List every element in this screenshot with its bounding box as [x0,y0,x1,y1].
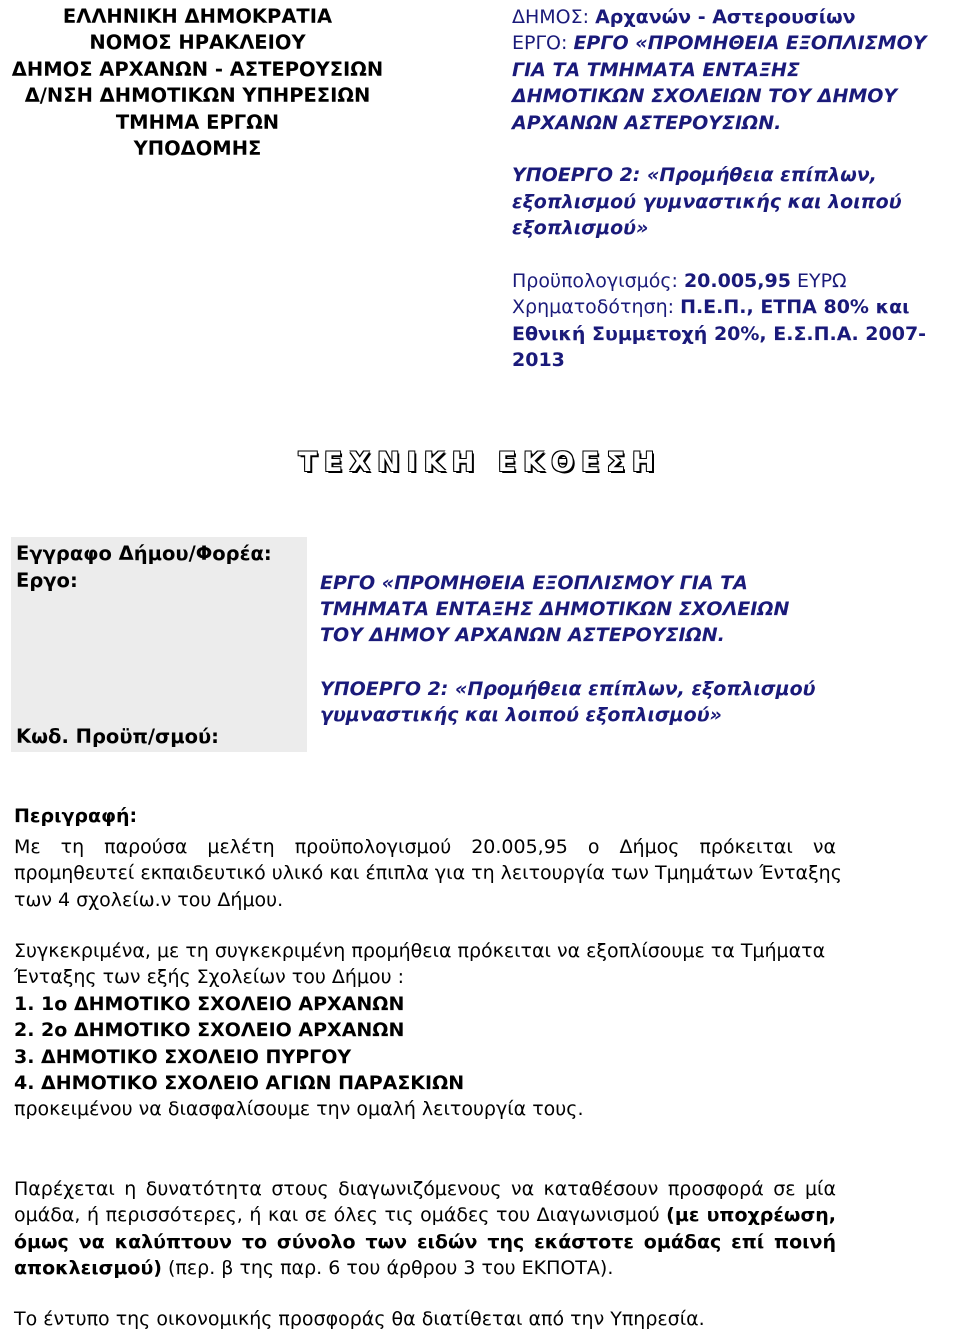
project-field-label: Εργο: [16,569,78,592]
paragraph-3-line-4 [14,1255,836,1281]
subproject-field-line-1: ΥΠΟΕΡΓΟ 2: «Προμήθεια επίπλων, εξοπλισμού [320,678,816,700]
project-title-3: ΔΗΜΟΤΙΚΩΝ ΣΧΟΛΕΙΩΝ ΤΟΥ ΔΗΜΟΥ [512,85,898,108]
paragraph-2-line-2: Ένταξης των εξής Σχολείων του Δήμου : [14,966,405,989]
authority-line-3: ΔΗΜΟΣ ΑΡΧΑΝΩΝ - ΑΣΤΕΡΟΥΣΙΩΝ [11,57,384,81]
funding-value-1: Π.Ε.Π., ΕΤΠΑ 80% και [680,296,910,319]
subproject-field-line-2: γυμναστικής και λοιπού εξοπλισμού» [320,704,722,726]
project-line-1 [512,30,952,56]
paragraph-3-line-4-normal: (περ. β της παρ. 6 του άρθρου 3 του ΕΚΠΟΤΑ). [161,1257,614,1280]
budget-currency: ΕΥΡΩ [796,270,847,293]
paragraph-1-line-3: των 4 σχολείω.ν του Δήμου. [14,888,284,911]
project-header [512,4,952,374]
authority-line-4: Δ/ΝΣΗ ΔΗΜΟΤΙΚΩΝ ΥΠΗΡΕΣΙΩΝ [24,84,371,108]
project-field-value [320,570,789,648]
school-item-2: 2. 2ο ΔΗΜΟΤΙΚΟ ΣΧΟΛΕΙΟ ΑΡΧΑΝΩΝ [14,1019,405,1042]
project-title-1: ΕΡΓΟ «ΠΡΟΜΗΘΕΙΑ ΕΞΟΠΛΙΣΜΟΥ [573,32,927,55]
school-item-4: 4. ΔΗΜΟΤΙΚΟ ΣΧΟΛΕΙΟ ΑΓΙΩΝ ΠΑΡΑΣΚΙΩΝ [14,1072,465,1095]
description-heading: Περιγραφή: [14,805,138,827]
project-field-line-2: ΤΜΗΜΑΤΑ ΕΝΤΑΞΗΣ ΔΗΜΟΤΙΚΩΝ ΣΧΟΛΕΙΩΝ [320,598,790,620]
description-paragraph-2 [14,938,825,1123]
project-field-line-1: ΕΡΓΟ «ΠΡΟΜΗΘΕΙΑ ΕΞΟΠΛΙΣΜΟΥ ΓΙΑ ΤΑ [320,572,748,594]
description-paragraph-3 [14,1176,836,1282]
document-title: ΤΕΧΝΙΚΗ ΕΚΘΕΣΗ [298,447,662,478]
municipality-value: Αρχανών - Αστερουσίων [595,6,856,28]
funding-line-1 [512,294,952,320]
funding-value-2: Εθνική Συμμετοχή 20%, Ε.Σ.Π.Α. 2007- [512,322,927,345]
paragraph-3-line-1: Παρέχεται η δυνατότητα στους διαγωνιζόμενους να καταθέσουν προσφορά σε μία [14,1178,836,1200]
budget-code-label: Κωδ. Προϋπ/σμού: [16,725,219,748]
paragraph-3-line-2 [14,1202,836,1228]
subproject-title-1: ΥΠΟΕΡΓΟ 2: «Προμήθεια επίπλων, [512,164,877,187]
paragraph-3-line-2-normal: ομάδα, ή περισσότερες, ή και σε όλες τις ομάδες του Διαγωνισμού [14,1204,660,1227]
subproject-field-value [320,676,815,728]
school-item-3: 3. ΔΗΜΟΤΙΚΟ ΣΧΟΛΕΙΟ ΠΥΡΓΟΥ [14,1045,352,1068]
funding-value-3: 2013 [512,349,565,372]
project-field-line-3: ΤΟΥ ΔΗΜΟΥ ΑΡΧΑΝΩΝ ΑΣΤΕΡΟΥΣΙΩΝ. [320,624,725,646]
authority-header [10,4,385,162]
subproject-title-2: εξοπλισμού γυμναστικής και λοιπού [512,190,902,213]
authority-line-5: ΤΜΗΜΑ ΕΡΓΩΝ [115,110,280,134]
paragraph-1-line-1: Με τη παρούσα μελέτη προϋπολογισμού 20.005,95 ο Δήμος πρόκειται να [14,836,836,858]
description-paragraph-4: Το έντυπο της οικονομικής προσφοράς θα διατίθεται από την Υπηρεσία. [14,1308,705,1330]
authority-line-1: ΕΛΛΗΝΙΚΗ ΔΗΜΟΚΡΑΤΙΑ [62,5,333,28]
project-title-2: ΓΙΑ ΤΑ ΤΜΗΜΑΤΑ ΕΝΤΑΞΗΣ [512,58,800,81]
budget-label: Προϋπολογισμός: [512,270,678,293]
paragraph-2-line-1: Συγκεκριμένα, με τη συγκεκριμένη προμήθεια πρόκειται να εξοπλίσουμε τα Τμήματα [14,940,826,962]
budget-line [512,268,952,294]
paragraph-3-line-2-bold: (με υποχρέωση, [666,1204,836,1227]
info-label-box [11,537,307,752]
project-title-4: ΑΡΧΑΝΩΝ ΑΣΤΕΡΟΥΣΙΩΝ. [512,111,782,134]
paragraph-1-line-2: προμηθευτεί εκπαιδευτικό υλικό και έπιπλα για τη λειτουργία των Τμημάτων Ένταξης [14,862,842,885]
authority-line-6: ΥΠΟΔΟΜΗΣ [133,137,262,161]
description-paragraph-1 [14,834,842,913]
document-authority-label: Εγγραφο Δήμου/Φορέα: [16,542,272,565]
paragraph-2-closing: προκειμένου να διασφαλίσουμε την ομαλή λειτουργία τους. [14,1098,584,1121]
authority-line-2: ΝΟΜΟΣ ΗΡΑΚΛΕΙΟΥ [89,31,306,55]
municipality-label: ΔΗΜΟΣ: [512,6,590,28]
project-label: ΕΡΓΟ: [512,32,568,55]
municipality-line [512,4,952,30]
budget-value: 20.005,95 [683,270,791,293]
funding-label: Χρηματοδότηση: [512,296,675,319]
school-item-1: 1. 1ο ΔΗΜΟΤΙΚΟ ΣΧΟΛΕΙΟ ΑΡΧΑΝΩΝ [14,992,405,1015]
paragraph-3-line-4-bold: αποκλεισμού) [14,1257,162,1280]
paragraph-3-line-3: όμως να καλύπτουν το σύνολο των ειδών της εκάστοτε ομάδας επί ποινή [14,1230,836,1253]
subproject-title-3: εξοπλισμού» [512,217,649,240]
